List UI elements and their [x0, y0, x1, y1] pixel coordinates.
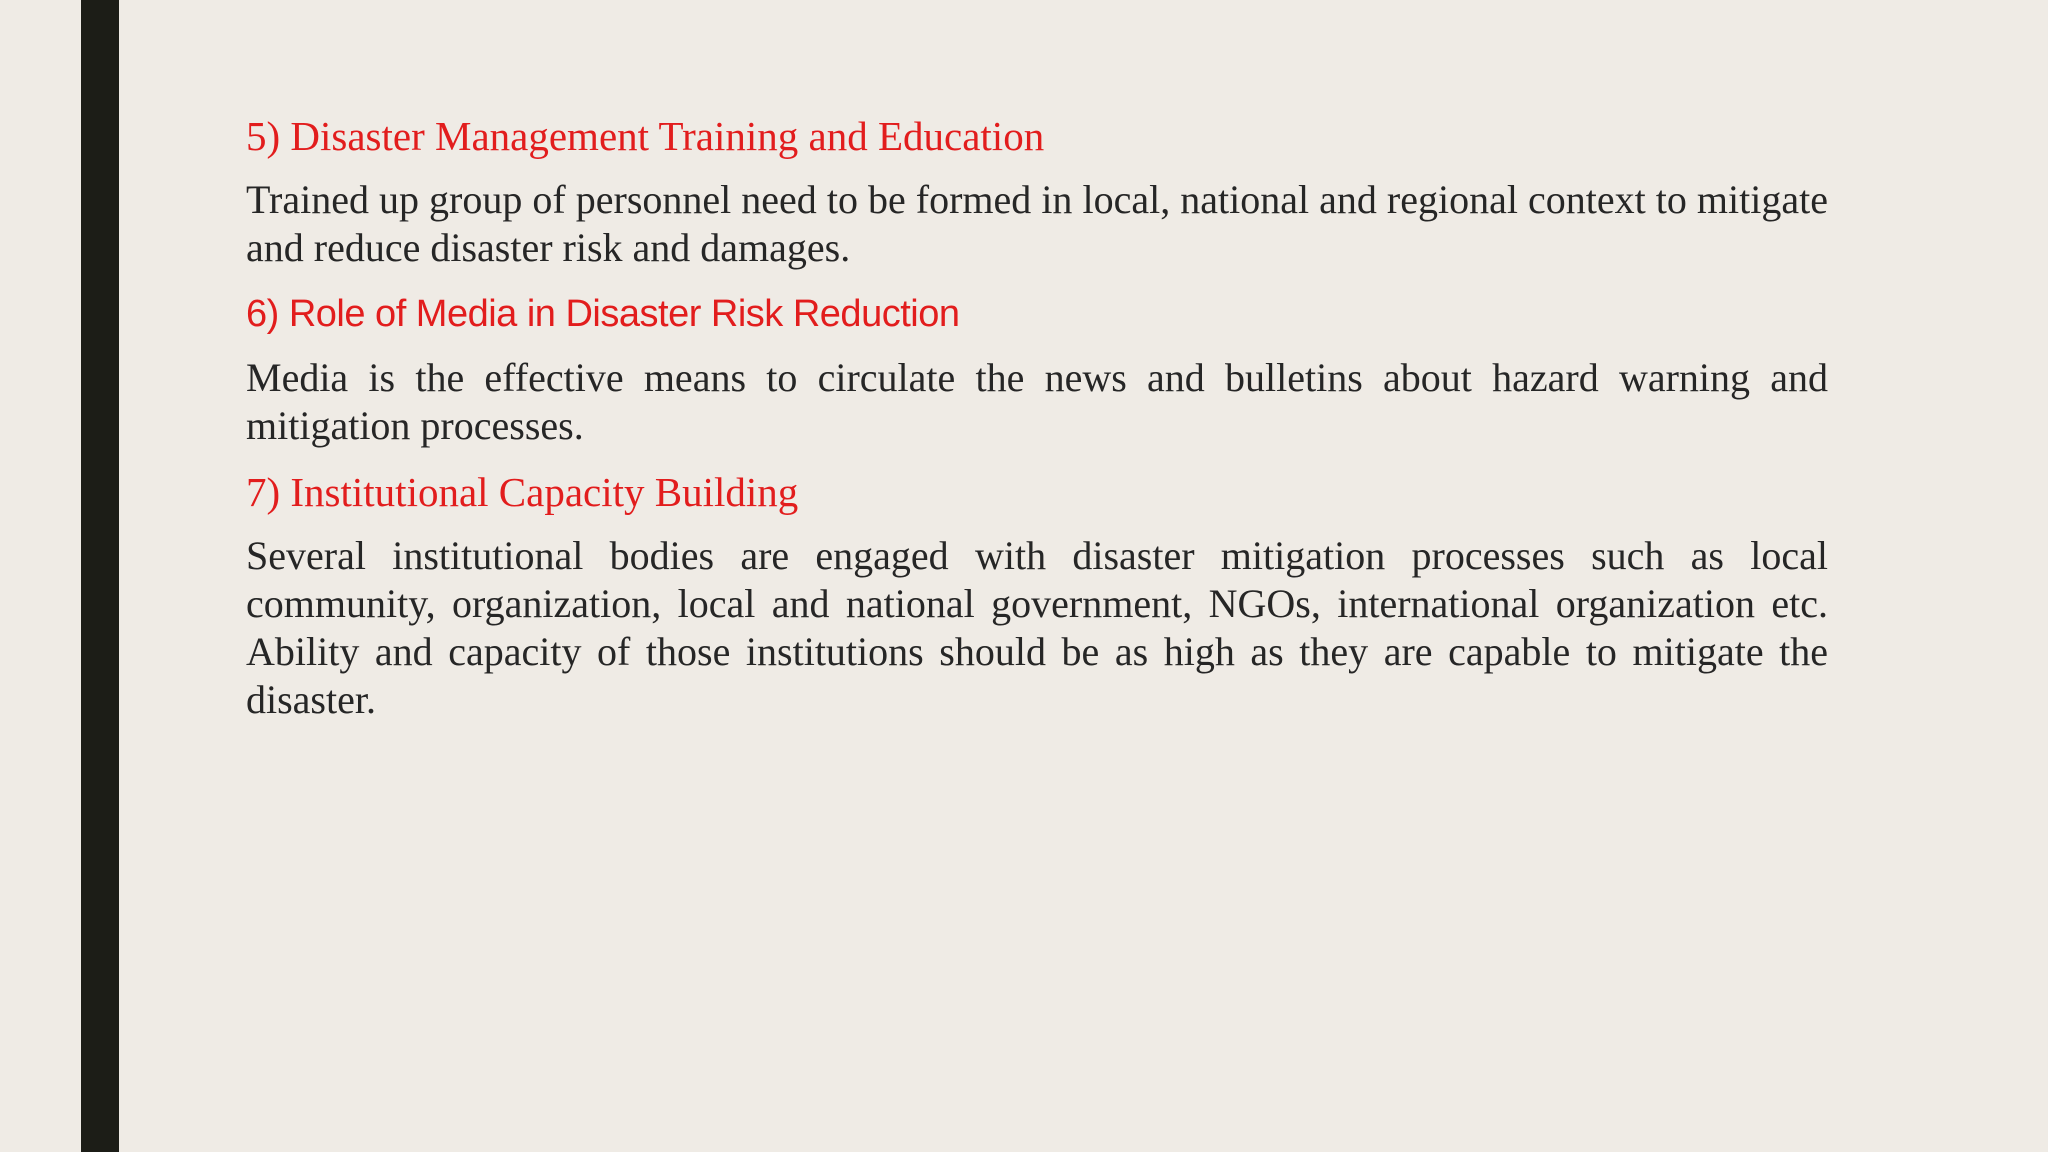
section-body-media: Media is the effective means to circulate the news and bulletins about hazard warning and mitigation processes.: [246, 355, 1828, 448]
section-heading-training: 5) Disaster Management Training and Education: [246, 113, 1045, 159]
section-heading-media: 6) Role of Media in Disaster Risk Reduction: [246, 293, 960, 335]
decorative-side-bar: [81, 0, 119, 1152]
slide-content: [246, 108, 1828, 738]
section-heading-capacity: 7) Institutional Capacity Building: [246, 469, 799, 515]
section-body-training: Trained up group of personnel need to be formed in local, national and regional context to mitigate and reduce disaster risk and damages.: [246, 177, 1828, 270]
section-body-capacity: Several institutional bodies are engaged with disaster mitigation processes such as local community, organization, local and national government, NGOs, international organization etc. Ability and capacity of those institutions should be as high as they are capable to mitigate the disaster.: [246, 533, 1828, 722]
